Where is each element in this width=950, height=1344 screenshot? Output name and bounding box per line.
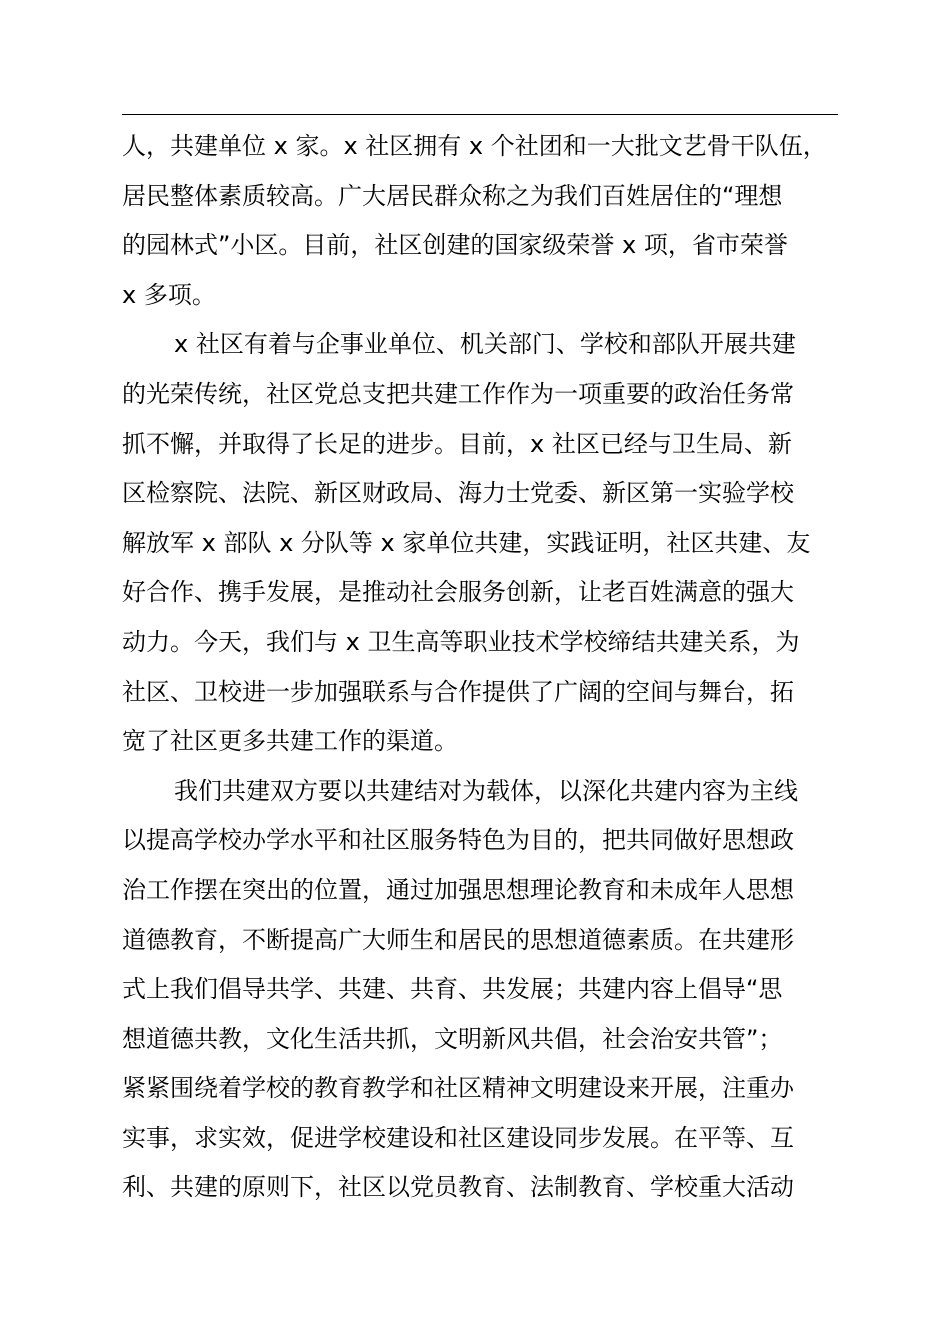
text-line: x 社区有着与企事业单位、机关部门、学校和部队开展共建 bbox=[174, 330, 796, 359]
text-line: 实事，求实效，促进学校建设和社区建设同步发展。在平等、互 bbox=[122, 1123, 794, 1152]
paragraph-1 bbox=[122, 122, 842, 320]
document-body bbox=[122, 122, 842, 1213]
text-line: 社区、卫校进一步加强联系与合作提供了广阔的空间与舞台，拓 bbox=[122, 677, 794, 706]
text-line: 紧紧围绕着学校的教育教学和社区精神文明建设来开展，注重办 bbox=[122, 1074, 794, 1103]
text-line: 治工作摆在突出的位置，通过加强思想理论教育和未成年人思想 bbox=[122, 875, 794, 904]
text-line: 的园林式”小区。目前，社区创建的国家级荣誉 x 项，省市荣誉 bbox=[122, 231, 788, 260]
text-line: 式上我们倡导共学、共建、共育、共发展；共建内容上倡导“思 bbox=[122, 975, 783, 1004]
text-line: x 多项。 bbox=[122, 280, 216, 309]
text-line: 我们共建双方要以共建结对为载体，以深化共建内容为主线 bbox=[174, 776, 798, 805]
header-rule bbox=[122, 114, 838, 115]
text-line: 以提高学校办学水平和社区服务特色为目的，把共同做好思想政 bbox=[122, 826, 794, 855]
text-line: 道德教育，不断提高广大师生和居民的思想道德素质。在共建形 bbox=[122, 925, 794, 954]
text-line: 居民整体素质较高。广大居民群众称之为我们百姓居住的“理想 bbox=[122, 181, 783, 210]
text-line: 动力。今天，我们与 x 卫生高等职业技术学校缔结共建关系，为 bbox=[122, 627, 800, 656]
text-line: 抓不懈，并取得了长足的进步。目前，x 社区已经与卫生局、新 bbox=[122, 429, 792, 458]
text-line: 的光荣传统，社区党总支把共建工作作为一项重要的政治任务常 bbox=[122, 379, 794, 408]
text-line: 人，共建单位 x 家。x 社区拥有 x 个社团和一大批文艺骨干队伍， bbox=[122, 132, 827, 160]
paragraph-3 bbox=[122, 767, 842, 1213]
paragraph-2 bbox=[122, 320, 842, 766]
text-line: 区检察院、法院、新区财政局、海力士党委、新区第一实验学校 bbox=[122, 479, 794, 508]
text-line: 解放军 x 部队 x 分队等 x 家单位共建，实践证明，社区共建、友 bbox=[122, 528, 811, 557]
text-line: 好合作、携手发展，是推动社会服务创新，让老百姓满意的强大 bbox=[122, 578, 794, 607]
text-line: 宽了社区更多共建工作的渠道。 bbox=[122, 727, 458, 756]
text-line: 想道德共教，文化生活共抓，文明新风共倡，社会治安共管”； bbox=[122, 1024, 783, 1053]
text-line: 利、共建的原则下，社区以党员教育、法制教育、学校重大活动 bbox=[122, 1173, 794, 1202]
